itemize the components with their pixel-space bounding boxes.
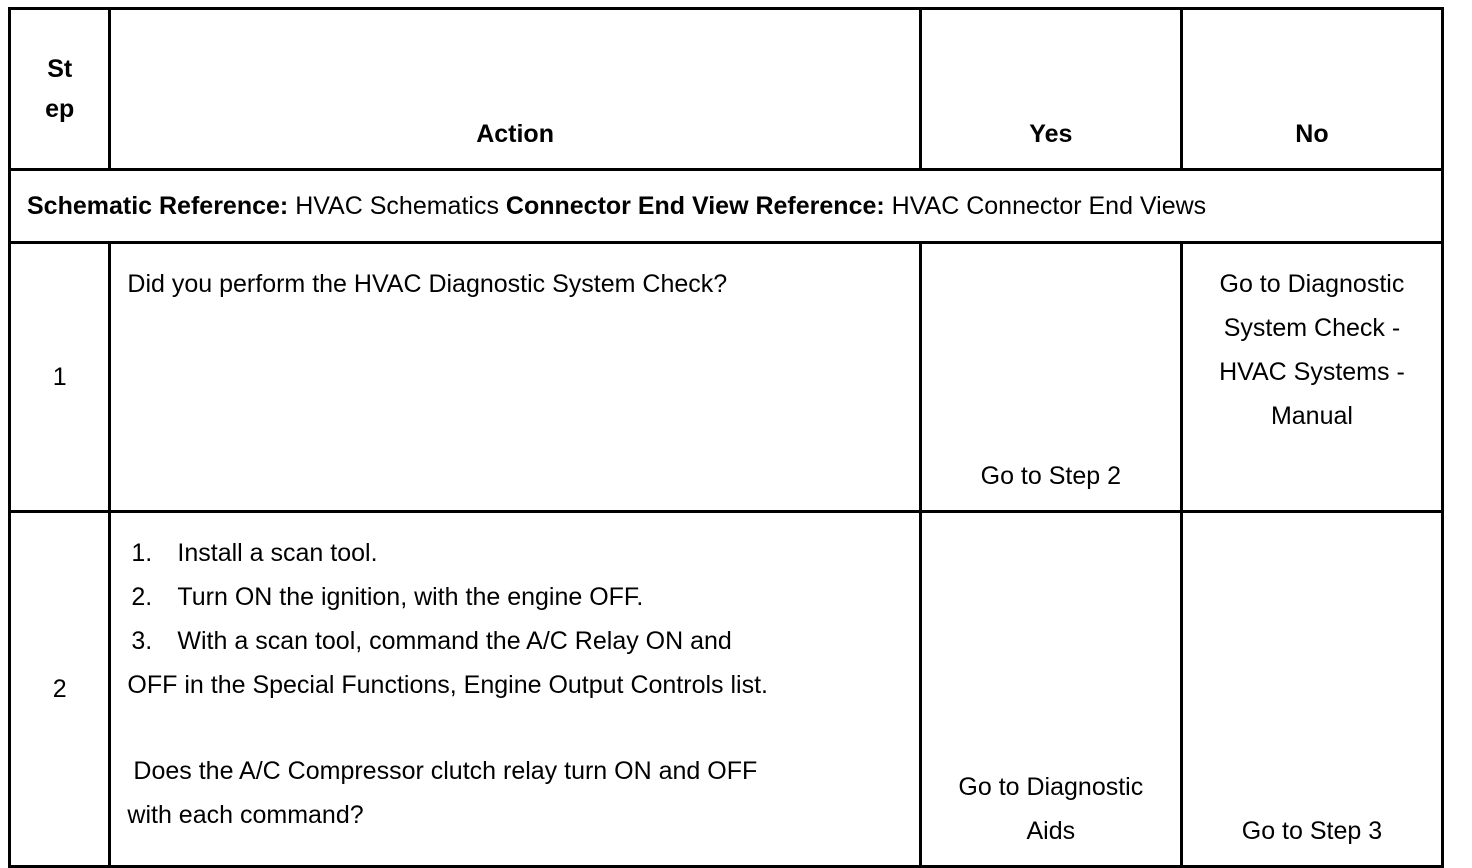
yes-cell-text: Go to Diagnostic Aids [958,773,1144,845]
yes-cell [920,512,1181,867]
instruction-item: 2. Turn ON the ignition, with the engine OFF. [131,583,644,611]
table-row-step-1 [10,243,1443,512]
header-step [10,9,110,170]
diagnostic-table [8,7,1444,868]
connector-reference-value: HVAC Connector End Views [891,192,1207,220]
instruction-item: 1. Install a scan tool. [131,539,378,567]
action-cell: Did you perform the HVAC Diagnostic System Check? [110,243,920,512]
header-yes: Yes [920,9,1181,170]
step-number: 2 [10,512,110,867]
connector-reference-label: Connector End View Reference: [505,192,885,220]
yes-cell: Go to Step 2 [920,243,1181,512]
schematic-reference-label: Schematic Reference: [27,192,289,220]
diagnostic-table-page [8,7,1444,845]
no-cell: Go to Step 3 [1181,512,1442,867]
reference-row [10,170,1443,243]
instruction-item: 3. With a scan tool, command the A/C Relay ON and [131,627,732,655]
no-cell-text: Go to Diagnostic System Check - HVAC Systems - Manual [1219,270,1405,430]
header-step-line2: ep [45,95,75,123]
schematic-reference-value: HVAC Schematics [295,192,499,220]
reference-cell [10,170,1443,243]
no-cell [1181,243,1442,512]
header-step-line1: St [47,55,73,83]
question-text: Does the A/C Compressor clutch relay turn ON and OFF with each command? [127,757,758,829]
instruction-continuation: OFF in the Special Functions, Engine Output Controls list. [127,671,768,699]
table-header-row [10,9,1443,170]
step-number: 1 [10,243,110,512]
action-cell [110,512,920,867]
instruction-list [127,531,902,707]
header-no: No [1181,9,1442,170]
header-action: Action [110,9,920,170]
table-row-step-2 [10,512,1443,867]
